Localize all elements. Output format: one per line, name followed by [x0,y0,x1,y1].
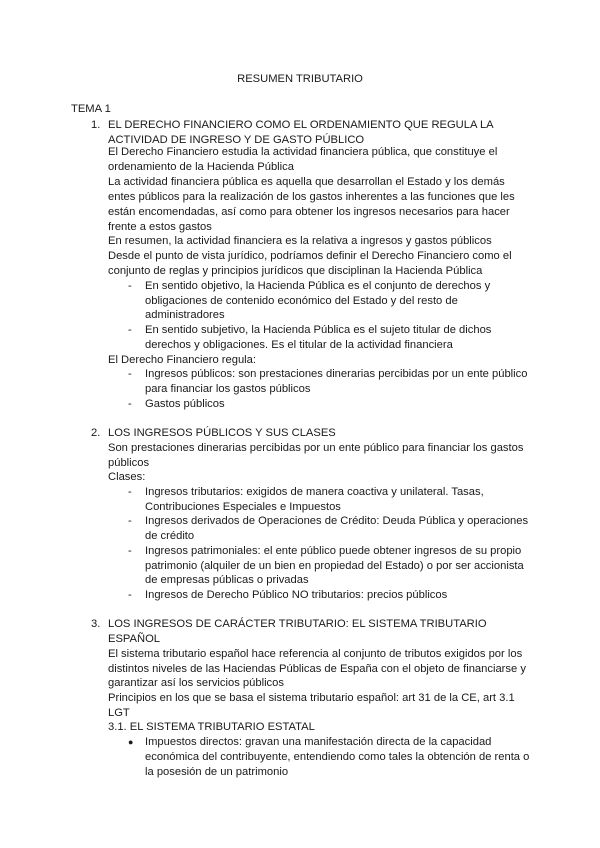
list-item-line: Ingresos patrimoniales: el ente público puede obtener ingresos de su propio [145,545,522,557]
paragraph-line: entes públicos para la realización de los gastos inherentes a las funciones que les [108,191,515,203]
list-item-line: En sentido subjetivo, la Hacienda Pública es el sujeto titular de dichos [145,324,492,336]
section-1-number: 1. [91,119,101,131]
document-title: RESUMEN TRIBUTARIO [237,73,363,85]
dash-marker: - [128,280,132,292]
dash-marker: - [128,515,132,527]
paragraph-line: distintos niveles de las Haciendas Públicas de España con el objeto de financiarse y [108,663,526,675]
list-item-line: económica del contribuyente, entendiendo como tales la obtención de renta o [145,751,530,763]
list-item-line: Ingresos tributarios: exigidos de manera coactiva y unilateral. Tasas, [145,486,484,498]
section-3-number: 3. [91,618,101,630]
section-2-number: 2. [91,427,101,439]
paragraph-line: Principios en los que se basa el sistema tributario español: art 31 de la CE, art 3.1 [108,692,515,704]
list-item-line: derechos y obligaciones. Es el titular de la actividad financiera [145,339,453,351]
dash-marker: - [128,589,132,601]
section-2-heading: LOS INGRESOS PÚBLICOS Y SUS CLASES [108,427,336,439]
section-3-heading: LOS INGRESOS DE CARÁCTER TRIBUTARIO: EL SISTEMA TRIBUTARIO [108,618,487,630]
paragraph-line: El sistema tributario español hace referencia al conjunto de tributos exigidos por los [108,648,523,660]
dash-marker: - [128,545,132,557]
paragraph-line: En resumen, la actividad financiera es la relativa a ingresos y gastos públicos [108,235,492,247]
section-1-heading: EL DERECHO FINANCIERO COMO EL ORDENAMIENTO QUE REGULA LA [108,119,494,131]
paragraph-line: frente a estos gastos [108,221,212,233]
list-item-line: Ingresos públicos: son prestaciones dinerarias percibidas por un ente público [145,368,528,380]
paragraph-line: Son prestaciones dinerarias percibidas por un ente público para financiar los gastos [108,442,524,454]
list-item-line: de empresas públicas o privadas [145,574,309,586]
dash-marker: - [128,368,132,380]
dash-marker: - [128,398,132,410]
tema-label: TEMA 1 [71,103,111,115]
paragraph-line: conjunto de reglas y principios jurídicos que disciplinan la Hacienda Pública [108,265,483,277]
list-item-line: Contribuciones Especiales e Impuestos [145,501,341,513]
list-item-line: la posesión de un patrimonio [145,766,289,778]
paragraph-line: Clases: [108,471,146,483]
paragraph-line: garantizar así los servicios públicos [108,677,284,689]
dash-marker: - [128,324,132,336]
bullet-marker: ● [128,737,134,747]
paragraph-line: LGT [108,707,130,719]
paragraph-line: públicos [108,457,150,469]
paragraph-line: Desde el punto de vista jurídico, podríamos definir el Derecho Financiero como el [108,250,512,262]
list-item-line: Ingresos derivados de Operaciones de Crédito: Deuda Pública y operaciones [145,515,529,527]
paragraph-line: están encomendadas, así como para obtener los ingresos necesarios para hacer [108,206,510,218]
list-item-line: Gastos públicos [145,398,225,410]
list-item-line: Ingresos de Derecho Público NO tributarios: precios públicos [145,589,448,601]
paragraph-line: ordenamiento de la Hacienda Pública [108,161,294,173]
paragraph-line: El Derecho Financiero estudia la actividad financiera pública, que constituye el [108,146,498,158]
list-item-line: obligaciones de contenido económico del Estado y del resto de [145,295,458,307]
paragraph-line: La actividad financiera pública es aquella que desarrollan el Estado y los demás [108,176,505,188]
paragraph-line: El Derecho Financiero regula: [108,354,256,366]
subheading: 3.1. EL SISTEMA TRIBUTARIO ESTATAL [108,721,315,733]
list-item-line: En sentido objetivo, la Hacienda Pública es el conjunto de derechos y [145,280,491,292]
dash-marker: - [128,486,132,498]
list-item-line: Impuestos directos: gravan una manifestación directa de la capacidad [145,736,492,748]
section-1-heading: ACTIVIDAD DE INGRESO Y DE GASTO PÚBLICO [108,134,365,146]
list-item-line: para financiar los gastos públicos [145,383,311,395]
list-item-line: patrimonio (alquiler de un bien en propiedad del Estado) o por ser accionista [145,560,524,572]
list-item-line: administradores [145,309,225,321]
list-item-line: de crédito [145,530,195,542]
section-3-heading: ESPAÑOL [108,633,161,645]
